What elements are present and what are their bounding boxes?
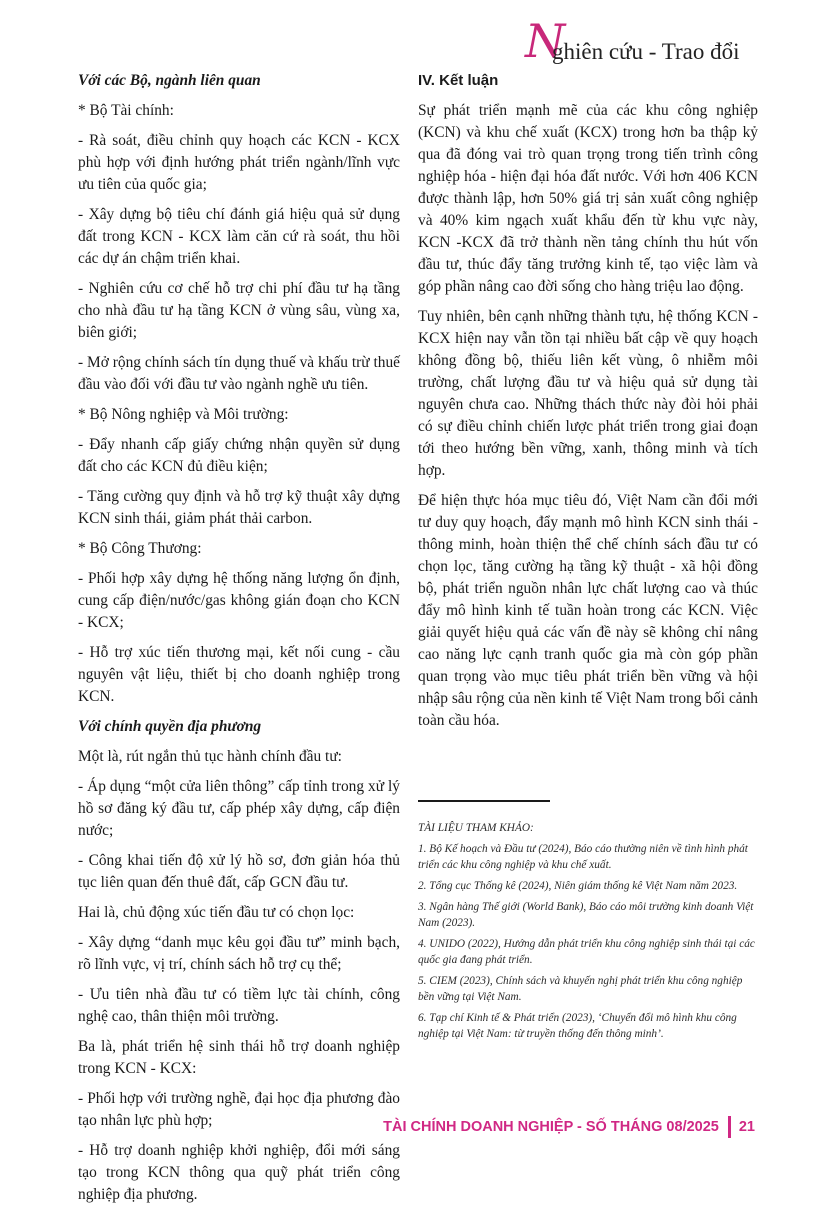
references-divider — [418, 800, 550, 802]
subheading-local-government: Với chính quyền địa phương — [78, 718, 262, 735]
paragraph: - Mở rộng chính sách tín dụng thuế và khấu trừ thuế đầu vào đối với đầu tư vào ngành nghề ưu tiên. — [78, 354, 400, 393]
reference-item: 6. Tạp chí Kinh tế & Phát triển (2023), ‘Chuyển đổi mô hình khu công nghiệp tại Việt Nam: từ truyền thống đến thông minh’. — [418, 1012, 737, 1040]
reference-item: 3. Ngân hàng Thế giới (World Bank), Báo cáo môi trường kinh doanh Việt Nam (2023). — [418, 901, 754, 929]
paragraph: Hai là, chủ động xúc tiến đầu tư có chọn lọc: — [78, 904, 355, 921]
paragraph: - Tăng cường quy định và hỗ trợ kỹ thuật xây dựng KCN sinh thái, giảm phát thải carbon. — [78, 488, 400, 527]
page-footer — [383, 1116, 755, 1138]
left-column — [78, 70, 400, 1214]
paragraph: - Hỗ trợ xúc tiến thương mại, kết nối cung - cầu nguyên vật liệu, thiết bị cho doanh nghiệp trong KCN. — [78, 644, 400, 705]
right-column — [418, 70, 758, 740]
references — [418, 820, 758, 1047]
paragraph: * Bộ Nông nghiệp và Môi trường: — [78, 406, 289, 423]
paragraph: - Hỗ trợ doanh nghiệp khởi nghiệp, đổi mới sáng tạo trong KCN thông qua quỹ phát triển công nghiệp địa phương. — [78, 1142, 400, 1203]
paragraph: - Ưu tiên nhà đầu tư có tiềm lực tài chính, công nghệ cao, thân thiện môi trường. — [78, 986, 400, 1025]
section-header — [525, 14, 765, 78]
paragraph: - Xây dựng “danh mục kêu gọi đầu tư” minh bạch, rõ lĩnh vực, vị trí, chính sách hỗ trợ cụ thể; — [78, 934, 400, 973]
paragraph: * Bộ Tài chính: — [78, 102, 174, 119]
reference-item: 4. UNIDO (2022), Hướng dẫn phát triển khu công nghiệp sinh thái tại các quốc gia đang phát triển. — [418, 938, 755, 966]
header-title: ghiên cứu - Trao đổi — [552, 39, 740, 64]
reference-item: 1. Bộ Kế hoạch và Đầu tư (2024), Báo cáo thường niên về tình hình phát triển các khu công nghiệp và khu chế xuất. — [418, 843, 748, 871]
conclusion-heading: IV. Kết luận — [418, 72, 499, 89]
paragraph: - Rà soát, điều chỉnh quy hoạch các KCN - KCX phù hợp với định hướng phát triển ngành/lĩnh vực ưu tiên của quốc gia; — [78, 132, 400, 193]
paragraph: - Phối hợp với trường nghề, đại học địa phương đào tạo nhân lực phù hợp; — [78, 1090, 400, 1129]
journal-name: TÀI CHÍNH DOANH NGHIỆP - SỐ THÁNG 08/2025 — [383, 1119, 719, 1135]
paragraph: * Bộ Công Thương: — [78, 540, 202, 557]
paragraph: Tuy nhiên, bên cạnh những thành tựu, hệ thống KCN - KCX hiện nay vẫn tồn tại nhiều bất cập về quy hoạch không đồng bộ, thiếu liên kết vùng, ô nhiễm môi trường, chất lượng đầu tư và hiệu quả sử dụng tài nguyên chưa cao. Những thách thức này đòi hỏi phải có sự điều chỉnh chiến lược phát triển trong giai đoạn tới theo hướng bền vững, xanh, thông minh và tích hợp. — [418, 308, 758, 479]
paragraph: - Áp dụng “một cửa liên thông” cấp tỉnh trong xử lý hồ sơ đăng ký đầu tư, cấp phép xây dựng, cấp điện nước; — [78, 778, 400, 839]
reference-item: 5. CIEM (2023), Chính sách và khuyến nghị phát triển khu công nghiệp bền vững tại Việt Nam. — [418, 975, 743, 1003]
references-heading: TÀI LIỆU THAM KHẢO: — [418, 822, 534, 834]
paragraph: - Nghiên cứu cơ chế hỗ trợ chi phí đầu tư hạ tầng cho nhà đầu tư hạ tầng KCN ở vùng sâu, vùng xa, biên giới; — [78, 280, 400, 341]
paragraph: - Công khai tiến độ xử lý hồ sơ, đơn giản hóa thủ tục liên quan đến thuê đất, cấp GCN đầu tư. — [78, 852, 400, 891]
header-initial: N — [525, 14, 566, 68]
page-number: 21 — [738, 1119, 755, 1135]
paragraph: Để hiện thực hóa mục tiêu đó, Việt Nam cần đổi mới tư duy quy hoạch, đẩy mạnh mô hình KCN sinh thái - thông minh, hoàn thiện thể chế chính sách đầu tư có chọn lọc, tăng cường hạ tầng kỹ thuật - xã hội đồng bộ, phát triển nguồn nhân lực chất lượng cao và thúc đẩy mô hình kinh tế tuần hoàn trong các KCN. Việc giải quyết hiệu quả các vấn đề này sẽ không chỉ nâng cao năng lực cạnh tranh quốc gia mà còn góp phần quan trọng vào mục tiêu phát triển bền vững và hội nhập sâu rộng của nền kinh tế Việt Nam trong bối cảnh toàn cầu hóa. — [418, 492, 758, 729]
footer-divider — [728, 1116, 731, 1138]
paragraph: Sự phát triển mạnh mẽ của các khu công nghiệp (KCN) và khu chế xuất (KCX) trong hơn ba thập kỷ qua đã đóng vai trò quan trọng trong tiến trình công nghiệp hóa - hiện đại hóa đất nước. Với hơn 406 KCN được thành lập, hơn 50% giá trị sản xuất công nghiệp và 40% kim ngạch xuất khẩu đến từ khu vực này, KCN -KCX đã trở thành nền tảng chính thu hút vốn đầu tư, thúc đẩy tăng trưởng kinh tế, tạo việc làm và góp phần nâng cao đời sống cho hàng triệu lao động. — [418, 102, 758, 295]
paragraph: Ba là, phát triển hệ sinh thái hỗ trợ doanh nghiệp trong KCN - KCX: — [78, 1038, 400, 1077]
paragraph: - Phối hợp xây dựng hệ thống năng lượng ổn định, cung cấp điện/nước/gas không gián đoạn cho KCN - KCX; — [78, 570, 400, 631]
subheading-ministries: Với các Bộ, ngành liên quan — [78, 72, 261, 89]
reference-item: 2. Tổng cục Thống kê (2024), Niên giám thống kê Việt Nam năm 2023. — [418, 880, 738, 892]
paragraph: - Đẩy nhanh cấp giấy chứng nhận quyền sử dụng đất cho các KCN đủ điều kiện; — [78, 436, 400, 475]
paragraph: - Xây dựng bộ tiêu chí đánh giá hiệu quả sử dụng đất trong KCN - KCX làm căn cứ rà soát, thu hồi các dự án chậm triển khai. — [78, 206, 400, 267]
paragraph: Một là, rút ngắn thủ tục hành chính đầu tư: — [78, 748, 342, 765]
